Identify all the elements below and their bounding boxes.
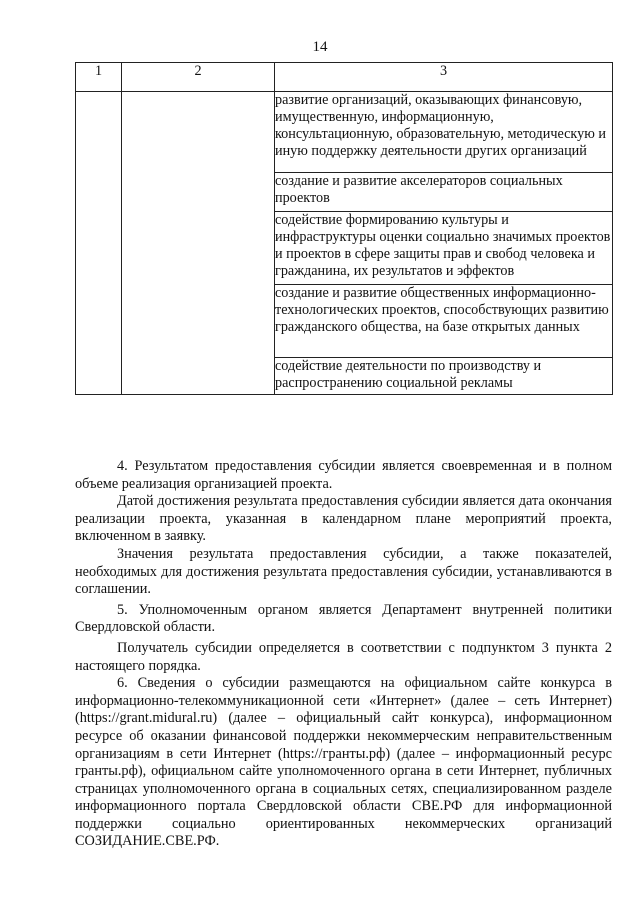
paragraph-result: 4. Результатом предоставления субсидии является своевременная и в полном объеме реализация организацией проекта. — [75, 458, 612, 492]
column-header-2: 2 — [122, 63, 275, 92]
table-row — [76, 92, 613, 173]
paragraph-authorized-body: 5. Уполномоченным органом является Департамент внутренней политики Свердловской области. — [75, 601, 612, 636]
paragraph-result-date: Датой достижения результата предоставления субсидии является дата окончания реализации проекта, указанная в календарном плане мероприятий проекта, включенном в заявку. — [75, 493, 612, 545]
empty-cell-column-1 — [76, 92, 122, 395]
paragraph-recipient: Получатель субсидии определяется в соответствии с подпунктом 3 пункта 2 настоящего порядка. — [75, 639, 612, 674]
column-header-3: 3 — [275, 63, 613, 92]
table-cell: создание и развитие акселераторов социальных проектов — [275, 173, 613, 212]
paragraph-publication: 6. Сведения о субсидии размещаются на официальном сайте конкурса в информационно-телекоммуникационной сети «Интернет» (далее – сеть Интернет) (https://grant.midural.ru) (далее – официальный сайт конкурса), информационном ресурсе об оказании финансовой поддержки некоммерческим неправительственным организациям в сети Интернет (https://гранты.рф) (далее – информационный ресурс гранты.рф), официальном сайте уполномоченного органа в сети Интернет, публичных страницах уполномоченного органа в социальных сетях, специализированном разделе информационного портала Свердловской области СВЕ.РФ для информационной поддержки социально ориентированных некоммерческих организаций СОЗИДАНИЕ.СВЕ.РФ. — [75, 675, 612, 850]
table-cell: содействие формированию культуры и инфраструктуры оценки социально значимых проектов и проектов в сфере защиты прав и свобод человека и гражданина, их результатов и эффектов — [275, 212, 613, 285]
body-text — [75, 458, 612, 851]
table-cell: содействие деятельности по производству и распространению социальной рекламы — [275, 358, 613, 395]
paragraph-result-values: Значения результата предоставления субсидии, а также показателей, необходимых для достижения результата предоставления субсидии, устанавливаются в соглашении. — [75, 545, 612, 598]
table-cell: создание и развитие общественных информационно-технологических проектов, способствующих развитию гражданского общества, на базе открытых данных — [275, 285, 613, 358]
column-header-1: 1 — [76, 63, 122, 92]
empty-cell-column-2 — [122, 92, 275, 395]
table-header-row — [76, 63, 613, 92]
activities-table — [75, 62, 613, 395]
table-cell: развитие организаций, оказывающих финансовую, имущественную, информационную, консультационную, образовательную, методическую и иную поддержку деятельности других организаций — [275, 92, 613, 173]
page-number: 14 — [312, 39, 328, 55]
